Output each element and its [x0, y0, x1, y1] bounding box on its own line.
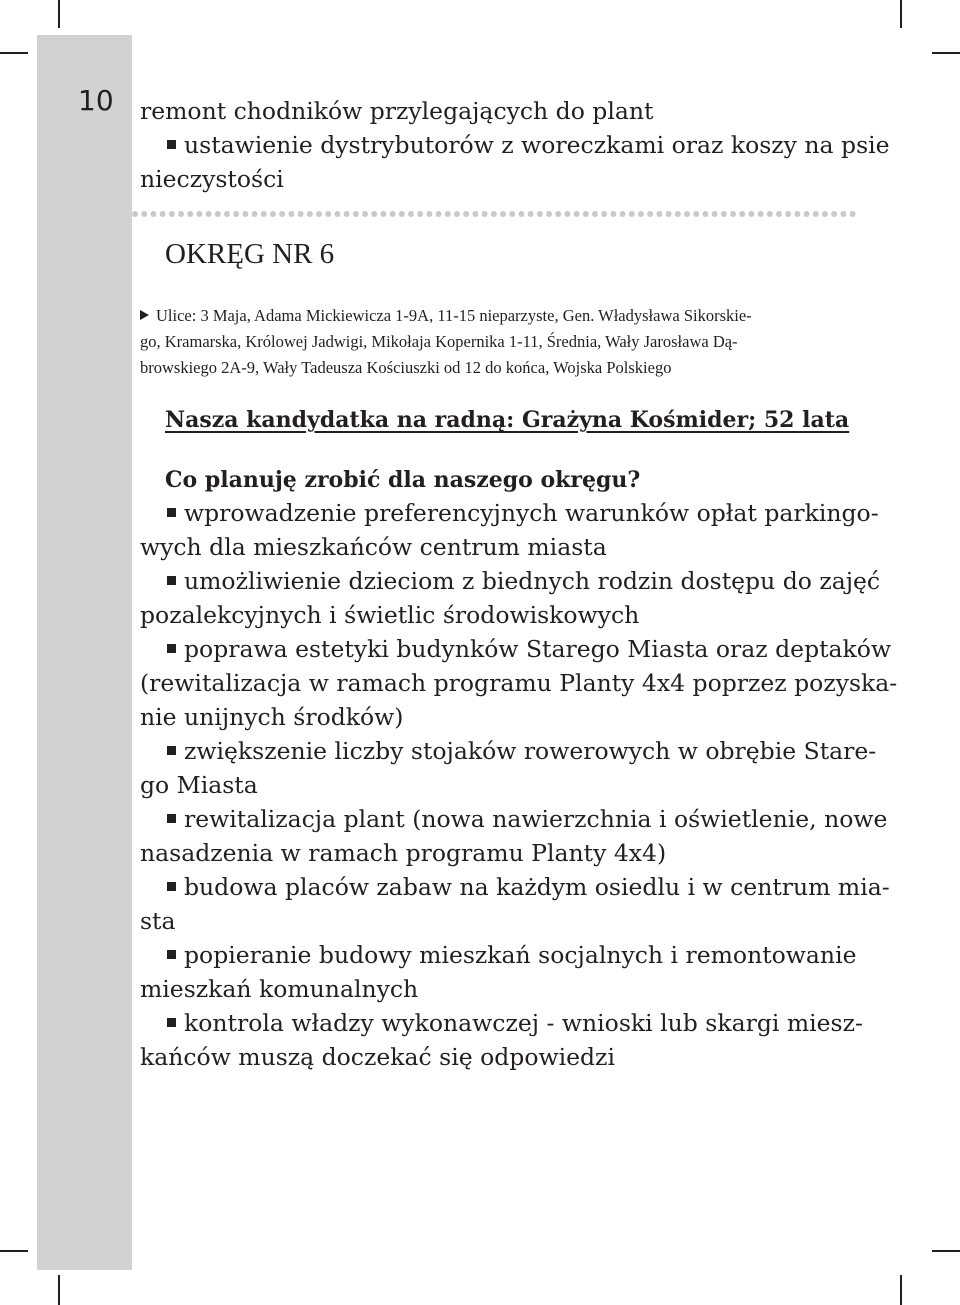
square-bullet-icon	[167, 644, 176, 653]
separator-dot	[353, 211, 359, 217]
separator-dot	[344, 211, 350, 217]
square-bullet-icon	[167, 508, 176, 517]
separator-dot	[555, 211, 561, 217]
separator-dot	[684, 211, 690, 217]
separator-dot	[583, 211, 589, 217]
separator-dot	[564, 211, 570, 217]
plan-item-continuation: pozalekcyjnych i świetlic środowiskowych	[140, 601, 640, 629]
separator-dot	[233, 211, 239, 217]
separator-dot	[574, 211, 580, 217]
separator-dot	[785, 211, 791, 217]
separator-dot	[472, 211, 478, 217]
plan-item-continuation: nasadzenia w ramach programu Planty 4x4)	[140, 839, 667, 867]
intro-line: nieczystości	[140, 165, 284, 193]
separator-dot	[767, 211, 773, 217]
separator-dot	[325, 211, 331, 217]
separator-dot	[362, 211, 368, 217]
separator-dot	[647, 211, 653, 217]
plan-item-text: popieranie budowy mieszkań socjalnych i remontowanie	[184, 941, 857, 969]
separator-dot	[215, 211, 221, 217]
square-bullet-icon	[167, 950, 176, 959]
separator-dot	[620, 211, 626, 217]
separator-dot	[417, 211, 423, 217]
plan-item-text: wprowadzenie preferencyjnych warunków opłat parkingo-	[184, 499, 879, 527]
streets-line: browskiego 2A-9, Wały Tadeusza Kościuszki od 12 do końca, Wojska Polskiego	[140, 358, 672, 377]
crop-mark	[0, 1250, 28, 1252]
plan-item-text: zwiększenie liczby stojaków rowerowych w obrębie Stare-	[184, 737, 877, 765]
separator-dot	[169, 211, 175, 217]
separator-dot	[537, 211, 543, 217]
streets-line: go, Kramarska, Królowej Jadwigi, Mikołaja Kopernika 1-11, Średnia, Wały Jarosława Dą-	[140, 332, 738, 351]
separator-dot	[298, 211, 304, 217]
square-bullet-icon	[167, 1018, 176, 1027]
separator-dot	[776, 211, 782, 217]
separator-dot	[141, 211, 147, 217]
district-title: OKRĘG NR 6	[165, 238, 335, 270]
separator-dot	[822, 211, 828, 217]
square-bullet-icon	[167, 814, 176, 823]
separator-dot	[804, 211, 810, 217]
separator-dot	[463, 211, 469, 217]
dotted-separator	[131, 207, 861, 221]
plan-item-continuation: (rewitalizacja w ramach programu Planty 4x4 poprzez pozyska-	[140, 669, 898, 697]
triangle-bullet-icon	[140, 310, 149, 320]
separator-dot	[316, 211, 322, 217]
separator-dot	[132, 211, 138, 217]
separator-dot	[445, 211, 451, 217]
plan-item	[140, 564, 880, 598]
separator-dot	[730, 211, 736, 217]
separator-dot	[840, 211, 846, 217]
crop-mark	[932, 1250, 960, 1252]
separator-dot	[187, 211, 193, 217]
streets-line	[140, 303, 752, 329]
separator-dot	[702, 211, 708, 217]
plan-heading: Co planuję zrobić dla naszego okręgu?	[165, 467, 641, 493]
separator-dot	[270, 211, 276, 217]
square-bullet-icon	[167, 576, 176, 585]
separator-dot	[224, 211, 230, 217]
separator-dot	[666, 211, 672, 217]
crop-mark	[58, 0, 60, 28]
plan-item	[140, 1006, 863, 1040]
intro-item	[140, 128, 890, 162]
separator-dot	[546, 211, 552, 217]
plan-item	[140, 802, 887, 836]
separator-dot	[656, 211, 662, 217]
separator-dot	[426, 211, 432, 217]
separator-dot	[518, 211, 524, 217]
crop-mark	[0, 52, 28, 54]
plan-item-text: umożliwienie dzieciom z biednych rodzin dostępu do zajęć	[184, 567, 881, 595]
plan-item-continuation: kańców muszą doczekać się odpowiedzi	[140, 1043, 615, 1071]
separator-dot	[371, 211, 377, 217]
separator-dot	[813, 211, 819, 217]
crop-mark	[58, 1275, 60, 1305]
plan-item-text: rewitalizacja plant (nowa nawierzchnia i oświetlenie, nowe	[184, 805, 888, 833]
separator-dot	[399, 211, 405, 217]
separator-dot	[491, 211, 497, 217]
plan-item	[140, 870, 890, 904]
separator-dot	[748, 211, 754, 217]
plan-item	[140, 632, 891, 666]
separator-dot	[758, 211, 764, 217]
candidate-line: Nasza kandydatka na radną: Grażyna Kośmider; 52 lata	[165, 407, 850, 433]
plan-item-text: budowa placów zabaw na każdym osiedlu i w centrum mia-	[184, 873, 890, 901]
plan-item-continuation: sta	[140, 907, 176, 935]
separator-dot	[178, 211, 184, 217]
separator-dot	[601, 211, 607, 217]
plan-item-continuation: go Miasta	[140, 771, 258, 799]
separator-dot	[794, 211, 800, 217]
square-bullet-icon	[167, 746, 176, 755]
page-number: 10	[78, 84, 114, 117]
separator-dot	[242, 211, 248, 217]
plan-item-text: kontrola władzy wykonawczej - wnioski lub skargi miesz-	[184, 1009, 863, 1037]
separator-dot	[675, 211, 681, 217]
separator-dot	[196, 211, 202, 217]
separator-dot	[334, 211, 340, 217]
separator-dot	[592, 211, 598, 217]
plan-item	[140, 734, 876, 768]
separator-dot	[252, 211, 258, 217]
separator-dot	[693, 211, 699, 217]
separator-dot	[454, 211, 460, 217]
side-band	[37, 35, 132, 1270]
separator-dot	[160, 211, 166, 217]
separator-dot	[500, 211, 506, 217]
separator-dot	[739, 211, 745, 217]
separator-dot	[279, 211, 285, 217]
separator-dot	[408, 211, 414, 217]
plan-item-continuation: mieszkań komunalnych	[140, 975, 419, 1003]
separator-dot	[721, 211, 727, 217]
plan-item-continuation: nie unijnych środków)	[140, 703, 404, 731]
separator-dot	[380, 211, 386, 217]
separator-dot	[482, 211, 488, 217]
separator-dot	[150, 211, 156, 217]
separator-dot	[831, 211, 837, 217]
separator-dot	[610, 211, 616, 217]
separator-dot	[629, 211, 635, 217]
streets-text: Ulice: 3 Maja, Adama Mickiewicza 1-9A, 11-15 nieparzyste, Gen. Władysława Sikorskie-	[156, 306, 752, 325]
square-bullet-icon	[167, 140, 176, 149]
plan-item-continuation: wych dla mieszkańców centrum miasta	[140, 533, 607, 561]
separator-dot	[436, 211, 442, 217]
crop-mark	[932, 52, 960, 54]
separator-dot	[850, 211, 856, 217]
square-bullet-icon	[167, 882, 176, 891]
separator-dot	[206, 211, 212, 217]
separator-dot	[528, 211, 534, 217]
separator-dot	[509, 211, 515, 217]
plan-item	[140, 496, 879, 530]
separator-dot	[390, 211, 396, 217]
separator-dot	[288, 211, 294, 217]
crop-mark	[900, 1275, 902, 1305]
separator-dot	[261, 211, 267, 217]
intro-line: remont chodników przylegających do plant	[140, 97, 654, 125]
separator-dot	[712, 211, 718, 217]
separator-dot	[638, 211, 644, 217]
separator-dot	[307, 211, 313, 217]
crop-mark	[900, 0, 902, 28]
intro-item-text: ustawienie dystrybutorów z woreczkami oraz koszy na psie	[184, 131, 890, 159]
plan-item-text: poprawa estetyki budynków Starego Miasta oraz deptaków	[184, 635, 892, 663]
plan-item	[140, 938, 857, 972]
